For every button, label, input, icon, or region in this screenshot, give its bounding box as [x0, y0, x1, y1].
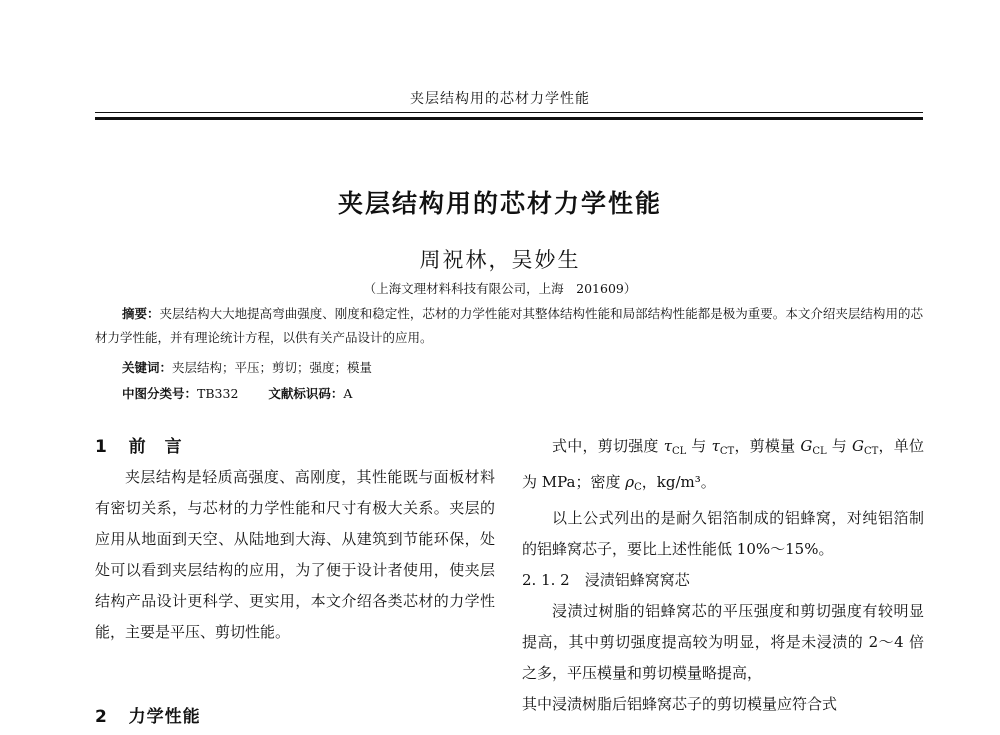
- abstract: [95, 302, 923, 350]
- keywords-label: 关键词：: [122, 360, 173, 375]
- authors: 周祝林，吴妙生: [419, 248, 581, 272]
- right-column: [522, 431, 924, 720]
- abstract-label: 摘要：: [122, 306, 160, 321]
- doc-code-label: 文献标识码：: [268, 386, 344, 401]
- left-column: [95, 462, 495, 648]
- section1-number: 1: [95, 437, 108, 457]
- section1-heading: [95, 432, 183, 457]
- section1-title: 前 言: [128, 437, 183, 457]
- subsection-2-1-2-heading: 2. 1. 2 浸渍铝蜂窝窝芯: [522, 571, 690, 589]
- keywords-text: 夹层结构；平压；剪切；强度；模量: [172, 360, 373, 375]
- classification-line: [122, 384, 352, 402]
- doc-code-value: A: [343, 386, 353, 401]
- classification-label: 中图分类号：: [122, 386, 198, 401]
- paper-title: 夹层结构用的芯材力学性能: [337, 189, 662, 218]
- header-rule-thin: [95, 112, 923, 113]
- aluminum-honeycomb-paragraph: 以上公式列出的是耐久铝箔制成的铝蜂窝，对纯铝箔制的铝蜂窝芯子，要比上述性能低 10%～15%。: [522, 509, 924, 558]
- impregnated-honeycomb-continued: 其中浸渍树脂后铝蜂窝芯子的剪切模量应符合式: [522, 695, 838, 713]
- section2-title: 力学性能: [128, 707, 201, 727]
- formula-description: 式中，剪切强度 $\tau_{CL}$ 与 $\tau_{CT}$，剪模量 $G_{CL}$ 与 $G_{CT}$，单位为 MPa；密度 $\rho_C$，kg/m³。: [522, 437, 924, 493]
- affiliation: （上海文理材料科技有限公司，上海 201609）: [363, 281, 637, 296]
- running-head: 夹层结构用的芯材力学性能: [410, 91, 590, 107]
- section1-paragraph: 夹层结构是轻质高强度、高刚度，其性能既与面板材料有密切关系，与芯材的力学性能和尺寸有极大关系。夹层的应用从地面到天空、从陆地到大海、从建筑到节能环保，处处可以看到夹层结构的应用，为了便于设计者使用，使夹层结构产品设计更科学、更实用，本文介绍各类芯材的力学性能，主要是平压、剪切性能。: [95, 468, 495, 641]
- section2-heading: [95, 702, 201, 727]
- classification-value: TB332: [197, 386, 239, 401]
- abstract-text: 夹层结构大大地提高弯曲强度、刚度和稳定性，芯材的力学性能对其整体结构性能和局部结构性能都是极为重要。本文介绍夹层结构用的芯材力学性能，并有理论统计方程，以供有关产品设计的应用。: [95, 306, 923, 345]
- impregnated-honeycomb-paragraph: 浸渍过树脂的铝蜂窝芯的平压强度和剪切强度有较明显提高，其中剪切强度提高较为明显，将是未浸渍的 2～4 倍之多，平压模量和剪切模量略提高，: [522, 602, 924, 682]
- keywords-line: [122, 358, 372, 376]
- header-rule-thick: [95, 117, 923, 120]
- section2-number: 2: [95, 707, 108, 727]
